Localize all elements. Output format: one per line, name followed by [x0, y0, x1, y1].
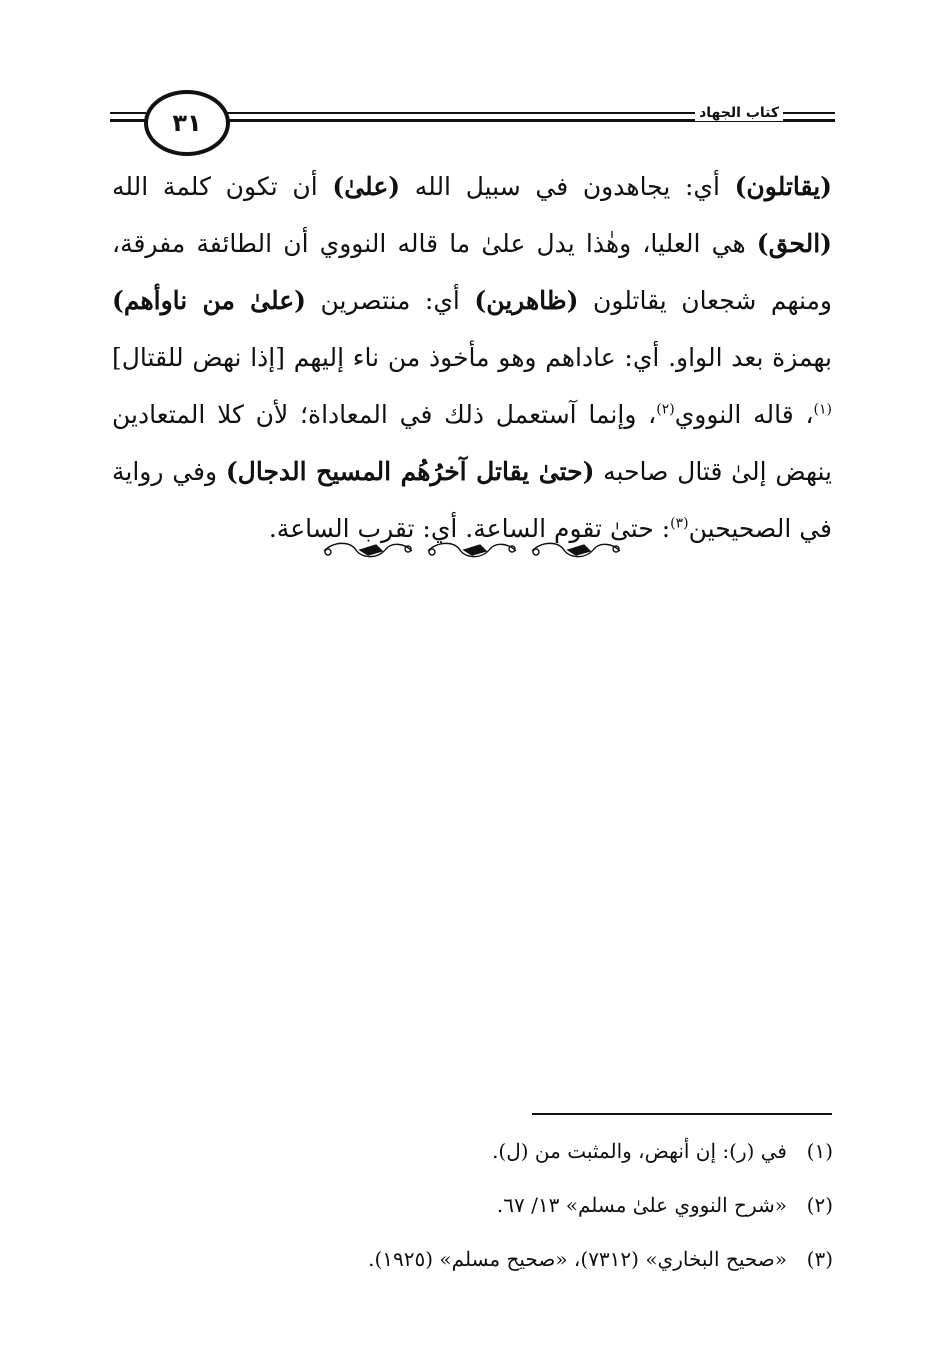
- body-text-run: أي: يجاهدون في سبيل الله: [400, 172, 735, 201]
- ornament-motif: [532, 543, 620, 556]
- header-rule-left-2: [110, 119, 146, 122]
- footnote-ref-1[interactable]: (١): [813, 401, 832, 418]
- quoted-term: (علىٰ من ناوأهم): [112, 286, 307, 315]
- body-text-run: ، وإنما آستعمل ذلك في المعاداة؛ لأن كلا المتعادين ينهض إلىٰ قتال صاحبه: [112, 400, 832, 486]
- quoted-term: (علىٰ): [332, 172, 401, 201]
- footnote-separator: [532, 1113, 832, 1115]
- body-text-run: وفي رواية في الصحيحين: [112, 457, 832, 543]
- footnote-text: في (ر): إن أنهض، والمثبت من (ل).: [492, 1139, 787, 1163]
- page-number-circle: [144, 90, 230, 156]
- ornament-motif: [324, 543, 412, 556]
- body-text-run: أي: منتصرين: [306, 286, 475, 315]
- quoted-term: (الحق): [756, 229, 832, 258]
- section-divider-ornament: [320, 537, 622, 563]
- body-text-run: أن تكون كلمة الله: [112, 172, 333, 201]
- body-text-run: بهمزة بعد الواو. أي: عاداهم وهو مأخوذ من ناء إليهم [إذا نهض للقتال]: [112, 343, 832, 372]
- main-text: [112, 158, 832, 557]
- footnote-number: (٢): [806, 1193, 833, 1217]
- ornament-motif: [428, 543, 516, 556]
- footnote-number: (١): [806, 1139, 833, 1163]
- quoted-term: (ظاهرين): [474, 286, 579, 315]
- footnote-ref-3[interactable]: (٣): [670, 515, 689, 532]
- footnote-ref-2[interactable]: (٢): [656, 401, 675, 418]
- body-text-run: ، قاله النووي: [674, 400, 814, 429]
- body-text-run: هي العليا، وهٰذا يدل علىٰ ما قاله النووي أن الطائفة مفرقة، ومنهم شجعان يقاتلون: [112, 229, 832, 315]
- footnote-3: [200, 1232, 833, 1286]
- footnote-text: «صحيح البخاري» (٧٣١٢)، «صحيح مسلم» (١٩٢٥).: [368, 1247, 787, 1271]
- body-text-run: : حتىٰ تقوم الساعة. أي: تقرب الساعة.: [268, 514, 671, 543]
- footnote-1: [200, 1124, 833, 1178]
- footnotes: [200, 1124, 833, 1286]
- page-header: [110, 86, 835, 156]
- header-rule-left: [110, 112, 146, 114]
- page-number: ٣١: [172, 109, 202, 137]
- running-title: كتاب الجهاد: [695, 105, 783, 121]
- quoted-term: (حتىٰ يقاتل آخرُهُم المسيح الدجال): [225, 457, 595, 486]
- quoted-term: (يقاتلون): [734, 172, 832, 201]
- footnote-2: [200, 1178, 833, 1232]
- footnote-number: (٣): [806, 1247, 833, 1271]
- footnote-text: «شرح النووي علىٰ مسلم» ١٣/ ٦٧.: [496, 1193, 787, 1217]
